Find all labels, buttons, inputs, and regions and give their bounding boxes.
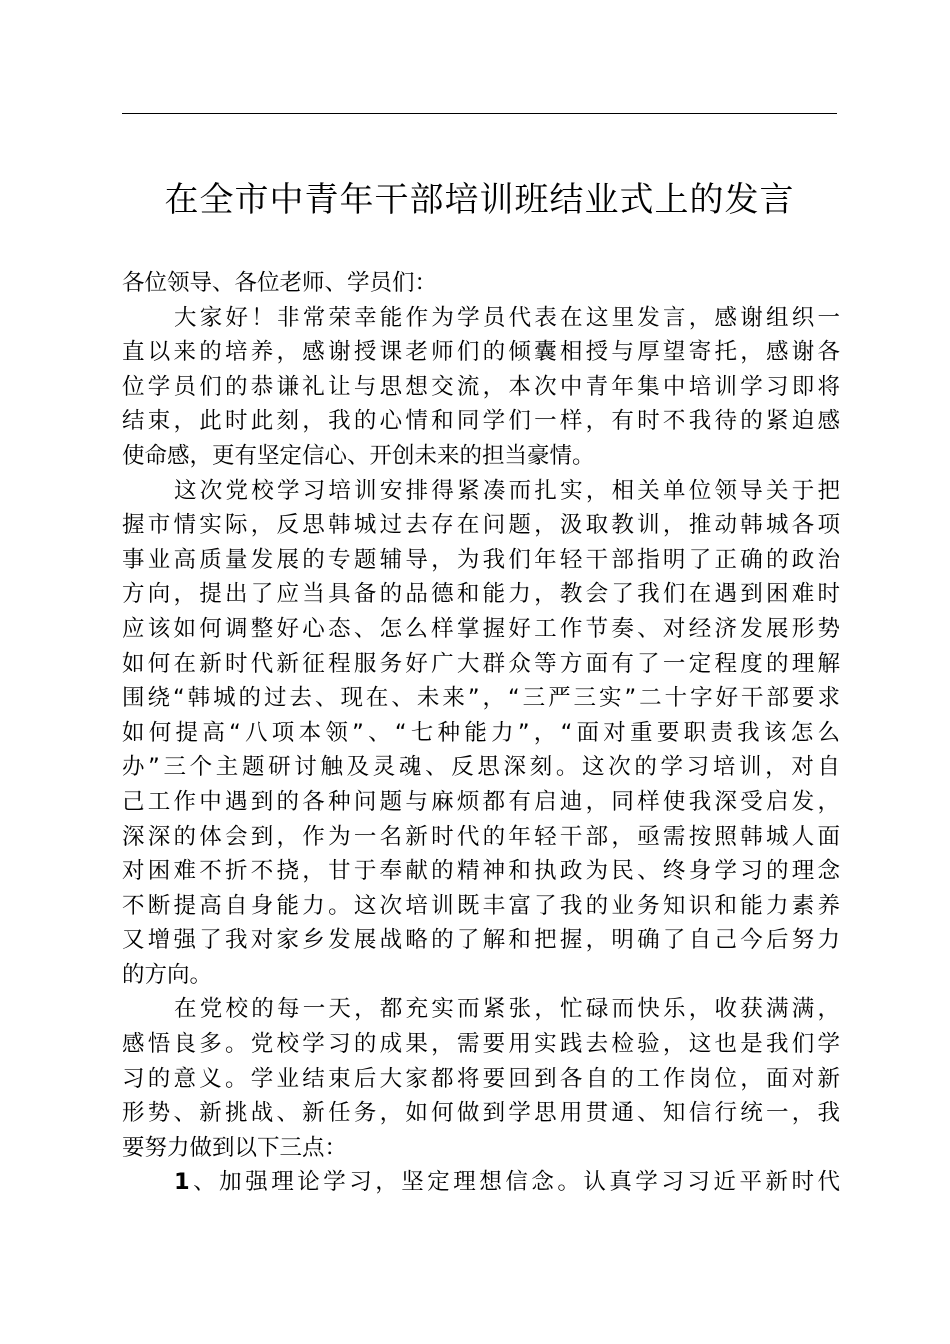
paragraph-line: 又增强了我对家乡发展战略的了解和把握，明确了自己今后努力 <box>122 927 840 954</box>
paragraph-line: 使命感，更有坚定信心、开创未来的担当豪情。 <box>122 442 595 469</box>
header-rule <box>122 113 837 114</box>
salutation-line: 各位领导、各位老师、学员们： <box>122 270 438 296</box>
paragraph-line: 办”三个主题研讨触及灵魂、反思深刻。这次的学习培训，对自 <box>122 754 840 781</box>
paragraph-line: 位学员们的恭谦礼让与思想交流，本次中青年集中培训学习即将 <box>122 373 840 400</box>
list-item-1 <box>122 1165 840 1200</box>
paragraph-line: 形势、新挑战、新任务，如何做到学思用贯通、知信行统一，我 <box>122 1100 840 1127</box>
paragraph-line: 如何提高“八项本领”、“七种能力”，“面对重要职责我该怎么 <box>122 719 840 746</box>
paragraph-line: 应该如何调整好心态、怎么样掌握好工作节奏、对经济发展形势 <box>122 615 840 642</box>
paragraph-line: 习的意义。学业结束后大家都将要回到各自的工作岗位，面对新 <box>122 1065 840 1092</box>
paragraph-line: 如何在新时代新征程服务好广大群众等方面有了一定程度的理解 <box>122 650 840 677</box>
document-body <box>122 266 840 1200</box>
paragraph-line: 对困难不折不挠，甘于奉献的精神和执政为民、终身学习的理念 <box>122 858 840 885</box>
paragraph-line: 握市情实际，反思韩城过去存在问题，汲取教训，推动韩城各项 <box>122 512 840 539</box>
paragraph-line: 大家好！非常荣幸能作为学员代表在这里发言，感谢组织一 <box>174 304 840 331</box>
paragraph-line: 要努力做到以下三点： <box>122 1134 348 1161</box>
paragraph-line: 不断提高自身能力。这次培训既丰富了我的业务知识和能力素养 <box>122 892 840 919</box>
paragraph-line: 事业高质量发展的专题辅导，为我们年轻干部指明了正确的政治 <box>122 546 840 573</box>
paragraph-line: 深深的体会到，作为一名新时代的年轻干部，亟需按照韩城人面 <box>122 823 840 850</box>
paragraph-line: 方向，提出了应当具备的品德和能力，教会了我们在遇到困难时 <box>122 581 840 608</box>
paragraph-line: 己工作中遇到的各种问题与麻烦都有启迪，同样使我深受启发， <box>122 788 840 815</box>
paragraph-line: 结束，此时此刻，我的心情和同学们一样，有时不我待的紧迫感 <box>122 408 840 435</box>
list-item-number: 1 <box>174 1169 190 1196</box>
document-title: 在全市中青年干部培训班结业式上的发言 <box>164 180 795 220</box>
paragraph-line: 感悟良多。党校学习的成果，需要用实践去检验，这也是我们学 <box>122 1031 840 1058</box>
paragraph-line: 围绕“韩城的过去、现在、未来”，“三严三实”二十字好干部要求 <box>122 685 840 712</box>
paragraph-line: 在党校的每一天，都充实而紧张，忙碌而快乐，收获满满， <box>174 996 840 1023</box>
paragraph-line: 直以来的培养，感谢授课老师们的倾囊相授与厚望寄托，感谢各 <box>122 339 840 366</box>
list-item-text: 、加强理论学习，坚定理想信念。认真学习习近平新时代 <box>189 1169 840 1196</box>
paragraph-line: 这次党校学习培训安排得紧凑而扎实，相关单位领导关于把 <box>174 477 840 504</box>
paragraph-line: 的方向。 <box>122 961 213 988</box>
